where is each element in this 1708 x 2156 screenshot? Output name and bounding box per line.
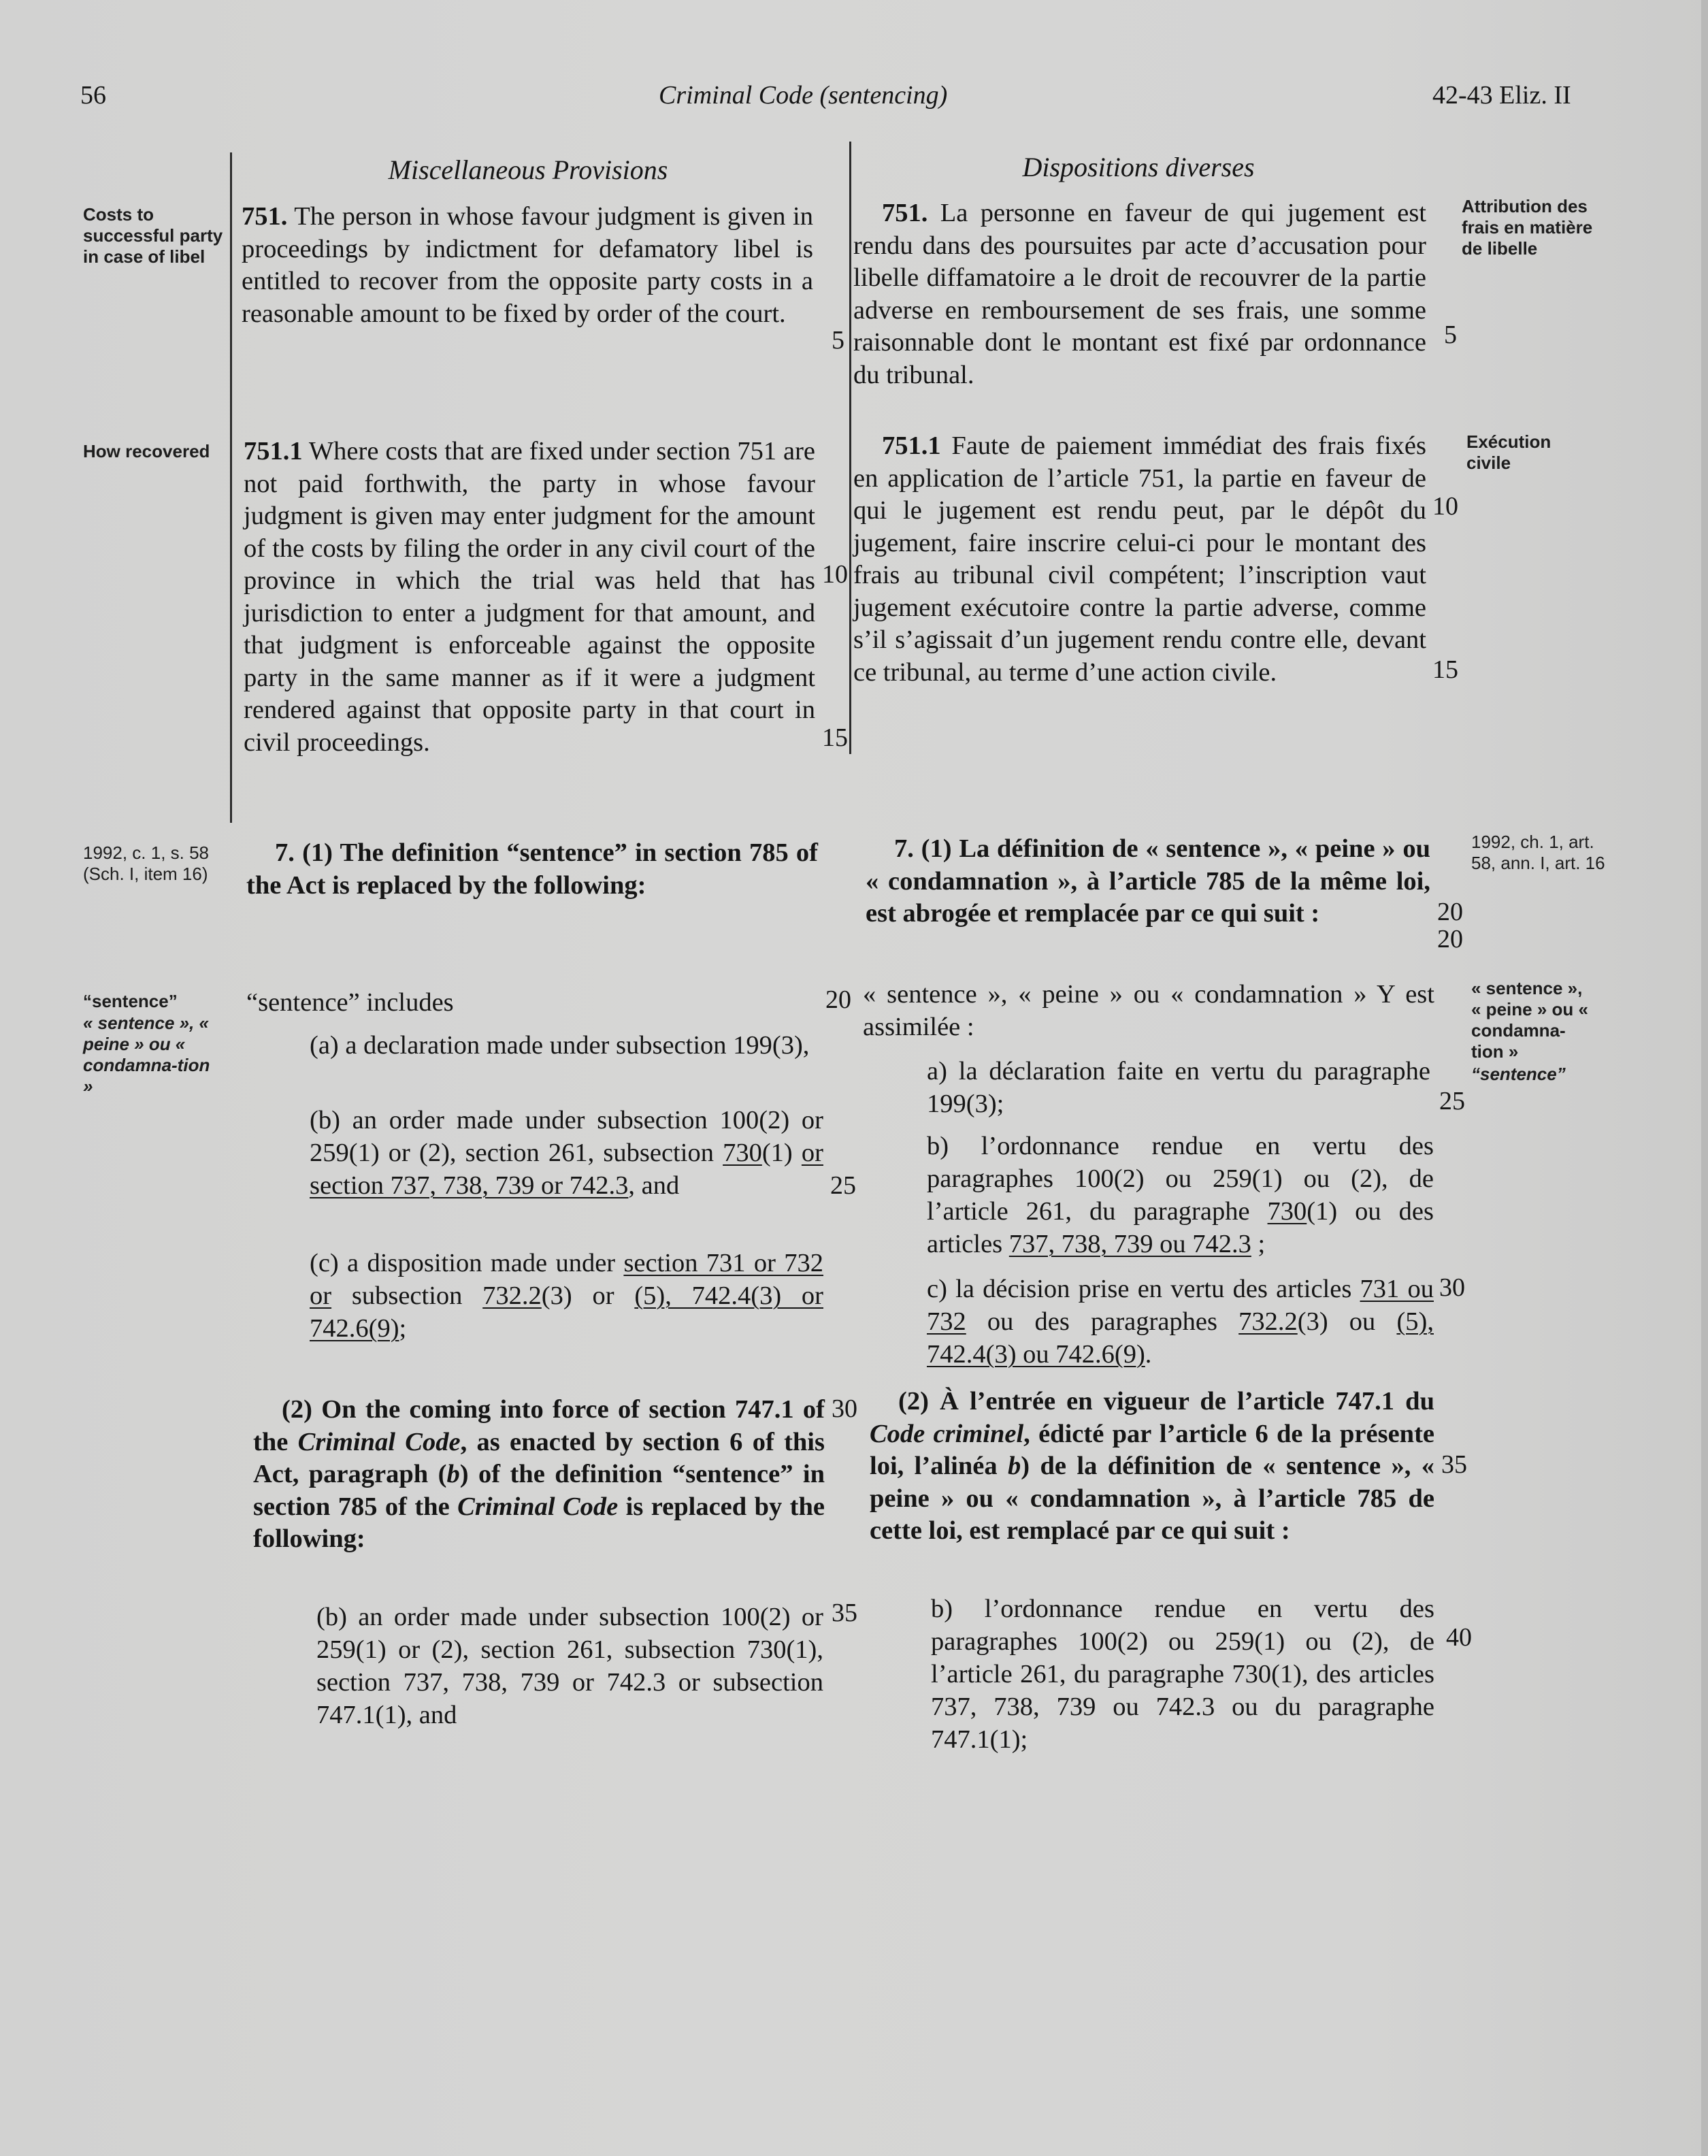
replacement-para-b-fr: b) l’ordonnance rendue en vertu des paragraphes 100(2) ou 259(1) ou (2), de l’article 261, du paragraphe 730(1), des articles 737, 738, 739 ou 742.3 ou du paragraphe 747.1(1); <box>931 1595 1434 1754</box>
line-number: 15 <box>1432 655 1458 684</box>
heading-miscellaneous-provisions: Miscellaneous Provisions <box>388 154 668 185</box>
definition-para-a-fr: a) la déclaration faite en vertu du paragraphe 199(3); <box>927 1057 1430 1118</box>
section-751-1-fr: 751.1 Faute de paiement immédiat des frais fixés en application de l’article 751, la partie en faveur de qui le jugement est rendu peut, par le dépôt du jugement, faire inscrire celui-ci pour le montant des frais au tribunal civil compétent; l’inscription vaut jugement exécutoire contre la partie adverse, comme s’il s’agissait d’un jugement rendu contre elle, devant ce tribunal, au terme d’une action civile. <box>853 431 1426 687</box>
section-751-1-en: 751.1 Where costs that are fixed under section 751 are not paid forthwith, the party in whose favour judgment is given may enter judgment for the amount of the costs by filing the order in any civil court of the province in which the trial was held that has jurisdiction to enter a judgment for that amount, and that judgment is enforceable against the opposite party in the same manner as if it were a judgment rendered against that opposite party in that court in civil proceedings. <box>244 437 815 757</box>
line-number: 10 <box>822 560 848 589</box>
margin-note-sentence-fr: « sentence », « peine » ou « condamna-tion » <box>1471 978 1588 1062</box>
definition-para-c-en: (c) a disposition made under section 731 or 732 or subsection 732.2(3) or (5), 742.4(3) or 742.6(9); <box>310 1249 824 1343</box>
line-number: 5 <box>832 326 844 355</box>
line-number: 20 <box>1437 898 1463 926</box>
amendment-7-2-en: (2) On the coming into force of section 747.1 of the Criminal Code, as enacted by section 6 of this Act, paragraph (b) of the definition “sentence” in section 785 of the Criminal Code is replaced by the following: <box>253 1395 825 1553</box>
margin-note-how-recovered: How recovered <box>83 441 210 461</box>
heading-dispositions-diverses: Dispositions diverses <box>1022 152 1255 182</box>
line-number: 30 <box>1439 1273 1465 1302</box>
margin-note-citation-en: 1992, c. 1, s. 58 (Sch. I, item 16) <box>83 843 210 884</box>
section-751-en: 751. The person in whose favour judgment is given in proceedings by indictment for defamatory libel is entitled to recover from the opposite party costs in a reasonable amount to be fixed by order of the court. <box>242 202 814 328</box>
margin-note-execution: Exécution civile <box>1466 431 1551 473</box>
margin-note-costs-libel: Costs to successful party in case of libel <box>83 204 223 267</box>
left-column-rule <box>230 152 232 823</box>
amendment-7-1-en: 7. (1) The definition “sentence” in section 785 of the Act is replaced by the following: <box>246 838 818 900</box>
margin-note-attribution: Attribution des frais en matière de libelle <box>1462 196 1593 259</box>
line-number: 10 <box>1432 492 1458 521</box>
amendment-7-2-fr: (2) À l’entrée en vigueur de l’article 747.1 du Code criminel, édicté par l’article 6 de la présente loi, l’alinéa b) de la définition de « sentence », « peine » ou « condamnation », à l’article 785 de cette loi, est remplacé par ce qui suit : <box>870 1387 1435 1545</box>
line-number: 35 <box>1441 1450 1467 1479</box>
definition-para-b-fr: b) l’ordonnance rendue en vertu des paragraphes 100(2) ou 259(1) ou (2), de l’article 261, du paragraphe 730(1) ou des articles 737, 738, 739 ou 742.3 ; <box>927 1132 1434 1258</box>
line-number: 35 <box>832 1599 857 1627</box>
definition-sentence-en: “sentence” includes <box>246 988 454 1017</box>
definition-para-a-en: (a) a declaration made under subsection 199(3), <box>310 1031 810 1060</box>
regnal-year: 42-43 Eliz. II <box>1432 81 1571 110</box>
margin-note-sentence-en: “sentence” <box>83 991 178 1011</box>
definition-para-b-en: (b) an order made under subsection 100(2) or 259(1) or (2), section 261, subsection 730(1) or section 737, 738, 739 or 742.3, and <box>310 1106 823 1200</box>
line-number: 5 <box>1444 321 1457 349</box>
line-number: 20 <box>825 985 851 1014</box>
running-title: Criminal Code (sentencing) <box>659 81 948 110</box>
amendment-7-1-fr: 7. (1) La définition de « sentence », « peine » ou « condamnation », à l’article 785 de la même loi, est abrogée et remplacée par ce qui suit : <box>866 834 1430 928</box>
center-column-rule <box>849 142 851 754</box>
line-number: 30 <box>832 1394 857 1423</box>
section-751-fr: 751. La personne en faveur de qui jugement est rendu dans des poursuites par acte d’accusation pour libelle diffamatoire a le droit de recouvrer de la partie adverse en remboursement de ses frais, une somme raisonnable dont le montant est fixé par ordonnance du tribunal. <box>853 199 1427 389</box>
line-number: 15 <box>822 723 848 752</box>
margin-note-citation-fr: 1992, ch. 1, art. 58, ann. I, art. 16 <box>1471 832 1605 873</box>
line-number: 25 <box>1439 1087 1465 1115</box>
definition-sentence-fr: « sentence », « peine » ou « condamnation » Y est assimilée : <box>863 980 1434 1041</box>
definition-para-c-fr: c) la décision prise en vertu des articles 731 ou 732 ou des paragraphes 732.2(3) ou (5), 742.4(3) ou 742.6(9). <box>927 1275 1434 1369</box>
line-number: 20 <box>1437 925 1463 953</box>
page-edge <box>1701 0 1708 2156</box>
margin-note-sentence-fr-en: « sentence », « peine » ou « condamna-tion » <box>83 1013 210 1096</box>
line-number: 25 <box>830 1171 856 1200</box>
page-number: 56 <box>80 81 106 110</box>
margin-note-sentence-en-fr: “sentence” <box>1471 1064 1566 1084</box>
line-number: 40 <box>1446 1623 1472 1652</box>
replacement-para-b-en: (b) an order made under subsection 100(2) or 259(1) or (2), section 261, subsection 730(1), section 737, 738, 739 or 742.3 or subsection 747.1(1), and <box>316 1603 823 1729</box>
